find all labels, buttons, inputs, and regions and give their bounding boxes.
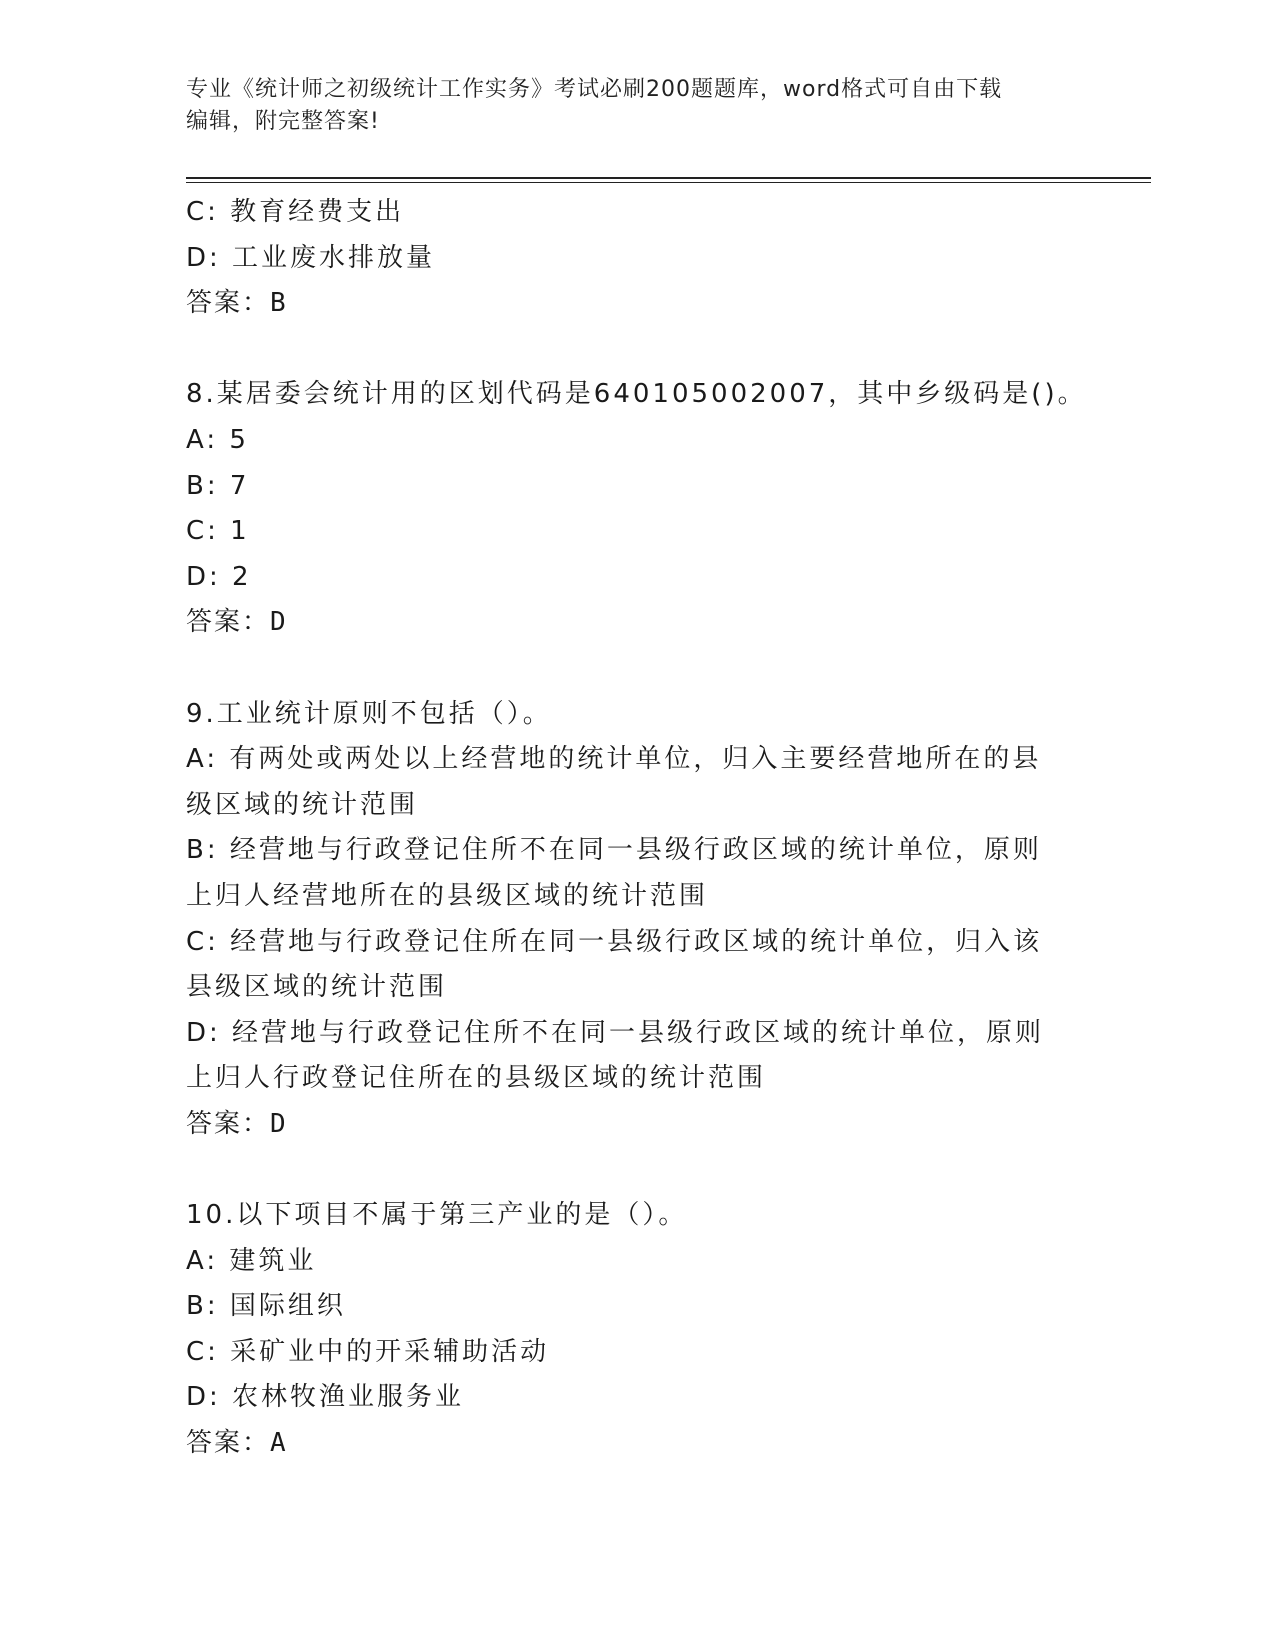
answer-line: 答案：B — [186, 288, 288, 319]
option-c: C: 教育经费支出 — [186, 197, 405, 227]
question-content — [186, 190, 1086, 1467]
question-text: 8.某居委会统计用的区划代码是640105002007，其中乡级码是()。 — [186, 379, 1087, 410]
option-b: B: 经营地与行政登记住所不在同一县级行政区域的统计单位，原则上归人经营地所在的县级区域的统计范围 — [186, 835, 1042, 911]
option-d: D: 经营地与行政登记住所不在同一县级行政区域的统计单位，原则上归人行政登记住所在的县级区域的统计范围 — [186, 1017, 1045, 1094]
question-text: 10.以下项目不属于第三产业的是（）。 — [186, 1200, 688, 1231]
option-a: A: 有两处或两处以上经营地的统计单位，归入主要经营地所在的县级区域的统计范围 — [186, 744, 1042, 820]
option-d: D: 工业废水排放量 — [186, 242, 436, 273]
block-spacer — [186, 646, 1086, 692]
question-block-9 — [186, 692, 1086, 1148]
option-c: C: 经营地与行政登记住所在同一县级行政区域的统计单位，归入该县级区域的统计范围 — [186, 926, 1043, 1003]
block-spacer — [186, 1147, 1086, 1193]
question-block-8 — [186, 372, 1086, 646]
option-a: A: 5 — [186, 424, 249, 455]
option-a: A: 建筑业 — [186, 1245, 317, 1276]
answer-line: 答案：D — [186, 1108, 288, 1139]
option-b: B: 7 — [186, 470, 250, 501]
option-d: D: 农林牧渔业服务业 — [186, 1382, 465, 1413]
header-title-line-2: 编辑，附完整答案! — [186, 109, 380, 134]
answer-line: 答案：A — [186, 1428, 288, 1459]
block-spacer — [186, 327, 1086, 373]
question-text: 9.工业统计原则不包括（）。 — [186, 698, 552, 729]
option-c: C: 1 — [186, 516, 250, 547]
page-header — [186, 74, 1066, 138]
question-block-7-tail — [186, 190, 1086, 327]
header-title-line-1: 专业《统计师之初级统计工作实务》考试必刷200题题库，word格式可自由下载 — [186, 77, 1003, 102]
question-block-10 — [186, 1193, 1086, 1467]
option-d: D: 2 — [186, 561, 252, 592]
header-divider-thick — [186, 177, 1151, 179]
option-c: C: 采矿业中的开采辅助活动 — [186, 1336, 550, 1367]
option-b: B: 国际组织 — [186, 1291, 346, 1322]
answer-line: 答案：D — [186, 607, 288, 638]
header-divider-thin — [186, 182, 1151, 183]
